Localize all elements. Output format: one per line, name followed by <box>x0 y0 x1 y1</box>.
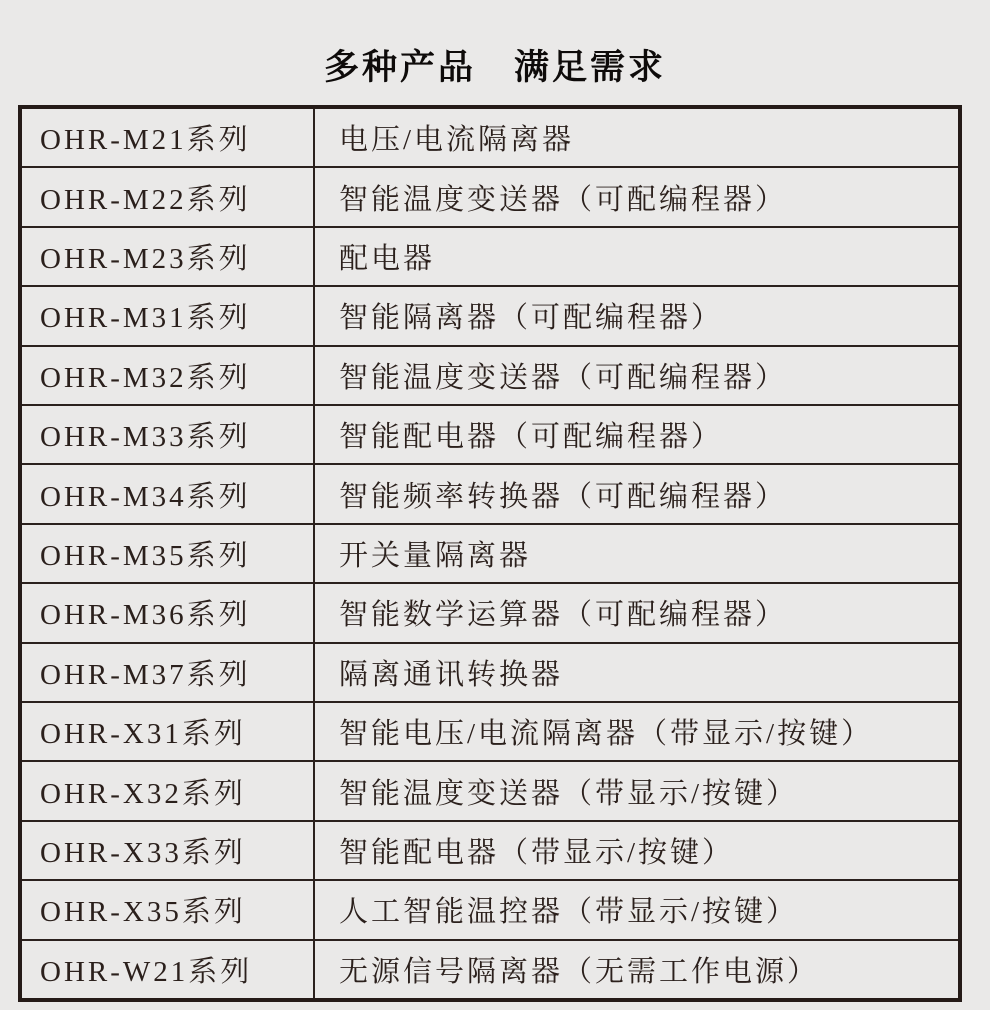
series-cell: OHR-M33系列 <box>22 406 315 463</box>
series-cell: OHR-M34系列 <box>22 465 315 522</box>
description-cell: 智能频率转换器（可配编程器） <box>339 480 788 513</box>
description-cell: 隔离通讯转换器 <box>339 658 564 691</box>
series-cell: OHR-M35系列 <box>22 525 315 582</box>
description-cell: 开关量隔离器 <box>339 540 532 573</box>
series-cell: OHR-M22系列 <box>22 168 315 225</box>
series-cell: OHR-M23系列 <box>22 228 315 285</box>
table-row <box>22 523 958 582</box>
series-cell: OHR-W21系列 <box>22 941 315 998</box>
series-cell: OHR-X35系列 <box>22 881 315 938</box>
series-cell: OHR-M32系列 <box>22 347 315 404</box>
table-row <box>22 109 958 166</box>
series-cell: OHR-M37系列 <box>22 644 315 701</box>
series-cell: OHR-M31系列 <box>22 287 315 344</box>
description-cell: 智能配电器（带显示/按键） <box>339 837 735 870</box>
table-row <box>22 701 958 760</box>
description-cell: 智能隔离器（可配编程器） <box>339 302 724 335</box>
table-row <box>22 879 958 938</box>
description-cell: 人工智能温控器（带显示/按键） <box>339 896 799 929</box>
description-cell: 配电器 <box>339 243 436 276</box>
series-cell: OHR-X31系列 <box>22 703 315 760</box>
series-cell: OHR-X32系列 <box>22 762 315 819</box>
table-row <box>22 463 958 522</box>
description-cell: 智能配电器（可配编程器） <box>339 421 724 454</box>
table-row <box>22 226 958 285</box>
product-table <box>18 105 962 1002</box>
table-row <box>22 404 958 463</box>
description-cell: 电压/电流隔离器 <box>339 124 575 157</box>
description-cell: 智能温度变送器（可配编程器） <box>339 183 788 216</box>
description-cell: 智能温度变送器（可配编程器） <box>339 361 788 394</box>
description-cell: 智能电压/电流隔离器（带显示/按键） <box>339 718 874 751</box>
series-cell: OHR-X33系列 <box>22 822 315 879</box>
table-row <box>22 939 958 998</box>
table-row <box>22 166 958 225</box>
table-row <box>22 345 958 404</box>
table-row <box>22 820 958 879</box>
table-row <box>22 582 958 641</box>
description-cell: 无源信号隔离器（无需工作电源） <box>339 955 820 988</box>
series-cell: OHR-M36系列 <box>22 584 315 641</box>
table-row <box>22 285 958 344</box>
table-row <box>22 642 958 701</box>
description-cell: 智能温度变送器（带显示/按键） <box>339 777 799 810</box>
table-row <box>22 760 958 819</box>
page-title: 多种产品 满足需求 <box>323 48 666 87</box>
description-cell: 智能数学运算器（可配编程器） <box>339 599 788 632</box>
series-cell: OHR-M21系列 <box>22 109 315 166</box>
